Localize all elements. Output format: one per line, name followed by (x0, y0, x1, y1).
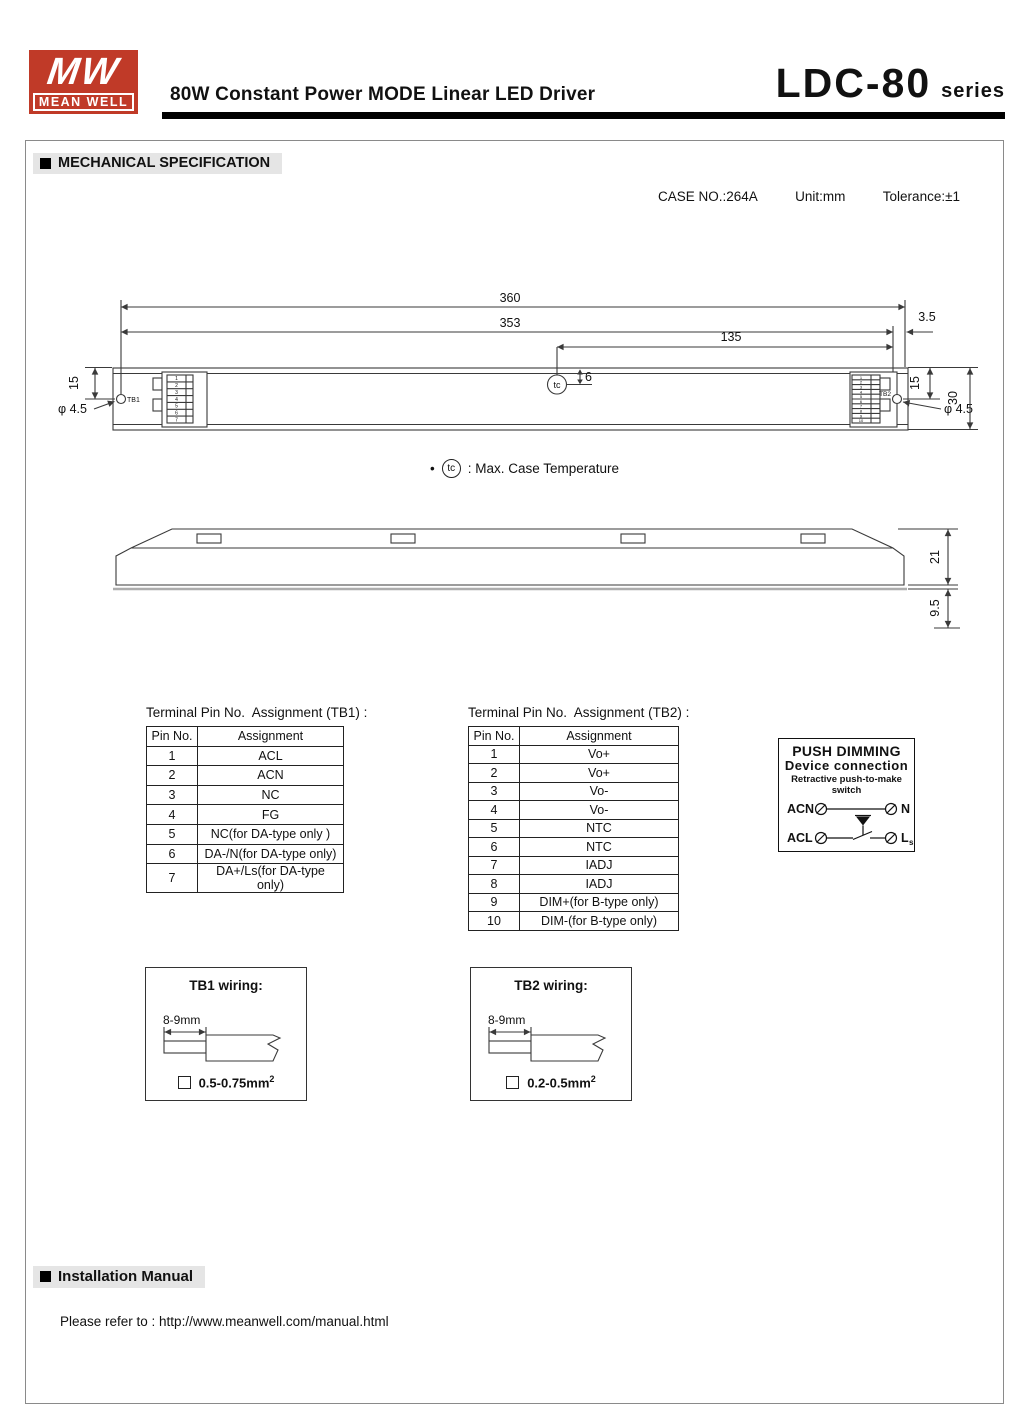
wire-size-row (471, 1074, 631, 1090)
vent-slot (801, 534, 825, 543)
side-profile (113, 529, 907, 589)
table-row (469, 819, 679, 838)
pin-cell: 2 (147, 766, 198, 786)
dim-label: 15 (67, 376, 81, 390)
dim-label: 353 (499, 316, 521, 330)
table-row (469, 764, 679, 783)
top-view-drawing (40, 275, 990, 450)
pin-cell: 2 (469, 764, 520, 783)
tc-circle-icon: tc (442, 459, 461, 478)
tb1-wiring-title: TB1 wiring: (189, 978, 263, 993)
dim-15-left (67, 368, 115, 400)
tb1-label: TB1 (127, 397, 140, 404)
table-row (147, 844, 344, 864)
driver-body-outline (113, 368, 908, 430)
tb2-pin-number: 3 (859, 384, 863, 390)
assign-cell: ACN (198, 766, 344, 786)
tb1-pin-number: 6 (175, 410, 178, 417)
tb2-pin-number: 2 (859, 379, 863, 385)
square-bullet-icon (40, 1271, 51, 1282)
pin-no-header: Pin No. (469, 727, 520, 746)
tb2-pin-number: 6 (859, 398, 863, 404)
ls-subscript: s (908, 838, 913, 847)
pin-cell: 10 (469, 912, 520, 931)
side-view-drawing (60, 515, 980, 640)
dim-label: 135 (720, 330, 742, 344)
tc-note (430, 459, 619, 478)
hole-diameter-label: φ 4.5 (944, 402, 973, 416)
tc-symbol: tc (553, 380, 561, 390)
dim-label: 15 (908, 376, 922, 390)
tb1-pin-number: 3 (175, 389, 178, 396)
section-heading-installation (33, 1266, 205, 1288)
dim-label: 9.5 (928, 599, 942, 617)
assignment-header: Assignment (520, 727, 679, 746)
checkbox-icon (506, 1076, 519, 1089)
assign-cell: NTC (520, 838, 679, 857)
strip-length-label: 8-9mm (163, 1013, 201, 1027)
series-title (700, 60, 1005, 107)
tb2-pin-number: 7 (859, 403, 863, 409)
push-dimming-box (778, 738, 915, 852)
assign-cell: IADJ (520, 875, 679, 894)
table-row (469, 856, 679, 875)
switch-note: Retractive push-to-make switch (791, 774, 902, 796)
acn-terminal-label: ACN (786, 802, 814, 816)
vent-slot (621, 534, 645, 543)
tb1-pin-number: 7 (175, 417, 178, 424)
pin-cell: 1 (469, 745, 520, 764)
wire-size-label: $0.5-0.75mm^2$ (198, 1074, 275, 1091)
assign-cell: Vo- (520, 801, 679, 820)
pin-cell: 9 (469, 893, 520, 912)
table-row (469, 801, 679, 820)
table-row (469, 782, 679, 801)
vent-slot (391, 534, 415, 543)
pin-cell: 3 (147, 785, 198, 805)
tolerance-label: Tolerance:±1 (882, 189, 960, 204)
assign-cell: ACL (198, 746, 344, 766)
dim-label: 21 (928, 550, 942, 564)
table-row (469, 875, 679, 894)
push-dimming-circuit (780, 798, 914, 850)
strip-length-label: 8-9mm (488, 1013, 526, 1027)
pin-cell: 5 (469, 819, 520, 838)
wire-strip-diagram (471, 1004, 633, 1070)
hole-diameter-label: φ 4.5 (58, 402, 87, 416)
logo-brand-text: MEAN WELL (33, 93, 134, 111)
tb2-label: TB2 (879, 391, 891, 398)
ls-terminal-label: L (900, 831, 909, 845)
tb1-pin-number: 4 (175, 396, 178, 403)
tb2-pin-number: 1 (859, 375, 863, 380)
device-connection-title: Device connection (784, 758, 909, 773)
pin-cell: 5 (147, 824, 198, 844)
tb1-pin-number: 5 (175, 403, 178, 410)
pin-cell: 7 (147, 864, 198, 893)
meanwell-logo (29, 50, 138, 114)
table-row (147, 824, 344, 844)
dim-21 (898, 529, 958, 585)
tb2-pin-number: 9 (859, 413, 863, 419)
pin-cell: 7 (469, 856, 520, 875)
pin-cell: 1 (147, 746, 198, 766)
installation-note: Please refer to : http://www.meanwell.com/manual.html (60, 1314, 389, 1329)
checkbox-icon (178, 1076, 191, 1089)
tb2-connector (850, 372, 897, 427)
pin-cell: 4 (469, 801, 520, 820)
push-dimming-title: PUSH DIMMING (792, 743, 901, 759)
tb2-pin-table (468, 705, 689, 931)
page-title: 80W Constant Power MODE Linear LED Driver (170, 84, 596, 105)
assign-cell: Vo+ (520, 764, 679, 783)
dim-label: 3.5 (918, 310, 936, 324)
unit-label: Unit:mm (795, 189, 846, 204)
tb2-pin-number: 10 (858, 418, 864, 424)
square-bullet-icon (40, 158, 51, 169)
pin-cell: 8 (469, 875, 520, 894)
pin-cell: 3 (469, 782, 520, 801)
pin-no-header: Pin No. (147, 727, 198, 747)
assign-cell: DA+/Ls(for DA-type only) (198, 864, 344, 893)
tb1-pin-number: 2 (175, 383, 178, 390)
table-row (147, 864, 344, 893)
assign-cell: NC(for DA-type only ) (198, 824, 344, 844)
tb1-pin-table (146, 705, 367, 893)
case-number: CASE NO.:264A (658, 189, 758, 204)
table-row (469, 838, 679, 857)
dim-label: 30 (946, 391, 960, 405)
assign-cell: DIM-(for B-type only) (520, 912, 679, 931)
table-row (147, 746, 344, 766)
tb2-wiring-title: TB2 wiring: (514, 978, 588, 993)
table-header-row (469, 727, 679, 746)
tb2-pin-number: 5 (859, 394, 863, 400)
wire-strip-diagram (146, 1004, 308, 1070)
table-row (147, 766, 344, 786)
pin-cell: 4 (147, 805, 198, 825)
table-row (147, 785, 344, 805)
series-name: LDC-80 (775, 60, 932, 106)
n-terminal-label: N (900, 802, 910, 816)
push-button-icon (856, 817, 870, 826)
case-info-line (658, 189, 960, 204)
wire-size-label: $0.2-0.5mm^2$ (527, 1074, 596, 1091)
assign-cell: Vo- (520, 782, 679, 801)
wire-size-row (146, 1074, 306, 1090)
table-row (147, 805, 344, 825)
assign-cell: NC (198, 785, 344, 805)
tb2-pin-number: 4 (859, 389, 863, 395)
dim-9-5 (908, 589, 960, 628)
section-heading-label: MECHANICAL SPECIFICATION (58, 155, 271, 171)
assign-cell: Vo+ (520, 745, 679, 764)
table-row (469, 893, 679, 912)
acl-terminal-label: ACL (786, 831, 813, 845)
assignment-header: Assignment (198, 727, 344, 747)
assign-cell: IADJ (520, 856, 679, 875)
header-rule (162, 112, 1005, 119)
assign-cell: DA-/N(for DA-type only) (198, 844, 344, 864)
dim-label: 6 (585, 370, 592, 384)
assign-cell: FG (198, 805, 344, 825)
tb1-table-title: Terminal Pin No. Assignment (TB1) : (146, 705, 368, 720)
section-heading-mechanical (33, 153, 282, 174)
tb1-pin-number: 1 (175, 376, 178, 383)
tb1-wiring-box (145, 967, 307, 1101)
assign-cell: DIM+(for B-type only) (520, 893, 679, 912)
table-row (469, 745, 679, 764)
tb2-table-title: Terminal Pin No. Assignment (TB2) : (468, 705, 690, 720)
pin-cell: 6 (147, 844, 198, 864)
section-heading-label: Installation Manual (58, 1268, 194, 1285)
logo-mw-icon: MW (44, 51, 123, 93)
dim-label: 360 (499, 291, 521, 305)
vent-slot (197, 534, 221, 543)
bullet: • (430, 461, 435, 476)
table-row (469, 912, 679, 931)
tb2-wiring-box (470, 967, 632, 1101)
tb2-pin-number: 8 (859, 408, 863, 414)
tc-note-text: : Max. Case Temperature (467, 461, 620, 476)
series-suffix: series (941, 80, 1005, 102)
assign-cell: NTC (520, 819, 679, 838)
pin-cell: 6 (469, 838, 520, 857)
table-header-row (147, 727, 344, 747)
